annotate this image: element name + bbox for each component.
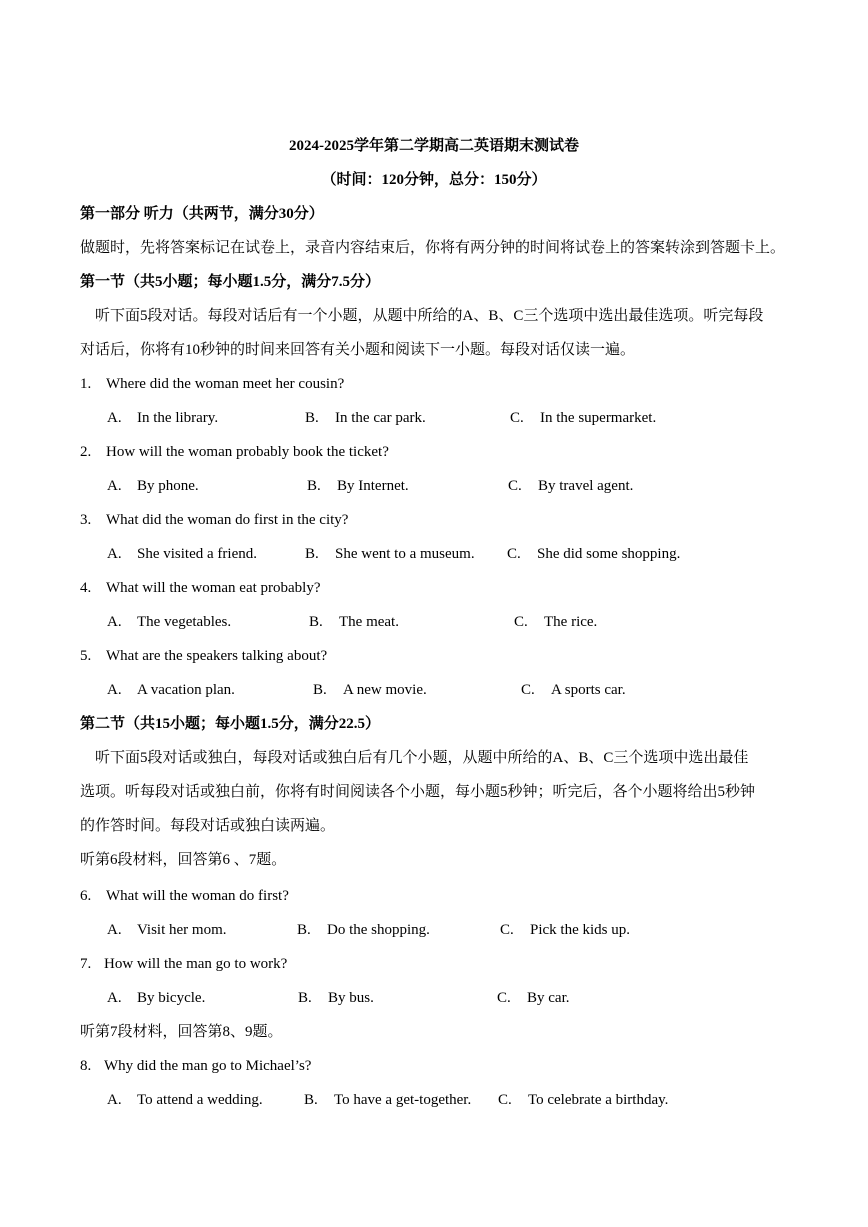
option-3a[interactable] xyxy=(107,544,257,564)
option-letter: C. xyxy=(514,614,528,630)
option-text: By bus. xyxy=(328,990,374,1006)
option-5c[interactable] xyxy=(521,680,626,700)
question-number: 7. xyxy=(80,956,92,972)
option-7c[interactable] xyxy=(497,988,570,1008)
material-6-note: 听第6段材料，回答第6 、7题。 xyxy=(80,852,287,868)
question-2 xyxy=(80,442,389,462)
option-letter: A. xyxy=(107,990,122,1006)
option-letter: B. xyxy=(304,1092,318,1108)
option-text: The meat. xyxy=(339,614,399,630)
option-text: The rice. xyxy=(544,614,598,630)
part1-instruction: 做题时，先将答案标记在试卷上，录音内容结束后，你将有两分钟的时间将试卷上的答案转涂到答题卡上。 xyxy=(80,240,786,256)
option-text: By travel agent. xyxy=(538,478,634,494)
question-text: What will the woman eat probably? xyxy=(106,580,321,596)
option-letter: A. xyxy=(107,922,122,938)
option-5b[interactable] xyxy=(313,680,427,700)
section1-intro-line2: 对话后，你将有10秒钟的时间来回答有关小题和阅读下一小题。每段对话仅读一遍。 xyxy=(80,342,636,358)
option-letter: A. xyxy=(107,478,122,494)
option-text: By phone. xyxy=(137,478,199,494)
option-text: She visited a friend. xyxy=(137,546,257,562)
option-7a[interactable] xyxy=(107,988,205,1008)
question-text: What will the woman do first? xyxy=(106,888,289,904)
option-6b[interactable] xyxy=(297,920,430,940)
option-text: By Internet. xyxy=(337,478,409,494)
question-number: 2. xyxy=(80,444,92,460)
option-text: In the car park. xyxy=(335,410,426,426)
section2-intro-line3: 的作答时间。每段对话或独白读两遍。 xyxy=(80,818,336,834)
option-letter: C. xyxy=(498,1092,512,1108)
material-7-note: 听第7段材料，回答第8、9题。 xyxy=(80,1024,283,1040)
option-text: To have a get-together. xyxy=(334,1092,472,1108)
option-letter: B. xyxy=(298,990,312,1006)
question-text: Where did the woman meet her cousin? xyxy=(106,376,345,392)
option-6a[interactable] xyxy=(107,920,227,940)
option-1c[interactable] xyxy=(510,408,656,428)
option-7b[interactable] xyxy=(298,988,374,1008)
section2-heading: 第二节（共15小题；每小题1.5分，满分22.5） xyxy=(80,716,381,732)
option-3b[interactable] xyxy=(305,544,475,564)
question-text: Why did the man go to Michael’s? xyxy=(104,1058,312,1074)
question-number: 3. xyxy=(80,512,92,528)
section2-intro-line1: 听下面5段对话或独白，每段对话或独白后有几个小题，从题中所给的A、B、C三个选项中选出最佳 xyxy=(95,750,749,766)
section1-intro-line1: 听下面5段对话。每段对话后有一个小题，从题中所给的A、B、C三个选项中选出最佳选项。听完每段 xyxy=(95,308,764,324)
question-number: 4. xyxy=(80,580,92,596)
option-8a[interactable] xyxy=(107,1090,263,1110)
option-letter: C. xyxy=(507,546,521,562)
option-letter: B. xyxy=(305,410,319,426)
option-1b[interactable] xyxy=(305,408,426,428)
option-4a[interactable] xyxy=(107,612,231,632)
option-letter: A. xyxy=(107,546,122,562)
option-letter: C. xyxy=(510,410,524,426)
question-8 xyxy=(80,1056,311,1076)
option-2c[interactable] xyxy=(508,476,633,496)
option-letter: C. xyxy=(497,990,511,1006)
option-text: To celebrate a birthday. xyxy=(528,1092,669,1108)
option-text: In the library. xyxy=(137,410,219,426)
question-5 xyxy=(80,646,327,666)
option-5a[interactable] xyxy=(107,680,235,700)
part1-heading: 第一部分 听力（共两节，满分30分） xyxy=(80,206,324,222)
question-text: How will the woman probably book the ticket? xyxy=(106,444,389,460)
option-text: She went to a museum. xyxy=(335,546,475,562)
option-2b[interactable] xyxy=(307,476,409,496)
option-letter: C. xyxy=(508,478,522,494)
option-letter: B. xyxy=(297,922,311,938)
question-4 xyxy=(80,578,321,598)
option-text: In the supermarket. xyxy=(540,410,657,426)
option-4b[interactable] xyxy=(309,612,399,632)
option-text: Visit her mom. xyxy=(137,922,227,938)
exam-subtitle: （时间：120分钟，总分：150分） xyxy=(321,172,547,188)
option-1a[interactable] xyxy=(107,408,218,428)
question-7 xyxy=(80,954,287,974)
option-text: A sports car. xyxy=(551,682,626,698)
option-4c[interactable] xyxy=(514,612,597,632)
question-3 xyxy=(80,510,348,530)
option-3c[interactable] xyxy=(507,544,680,564)
question-1 xyxy=(80,374,344,394)
exam-title: 2024-2025学年第二学期高二英语期末测试卷 xyxy=(289,138,579,154)
option-text: By car. xyxy=(527,990,570,1006)
option-text: Do the shopping. xyxy=(327,922,430,938)
question-text: What did the woman do first in the city? xyxy=(106,512,349,528)
section1-heading: 第一节（共5小题；每小题1.5分，满分7.5分） xyxy=(80,274,381,290)
question-number: 8. xyxy=(80,1058,92,1074)
option-8b[interactable] xyxy=(304,1090,471,1110)
option-letter: A. xyxy=(107,1092,122,1108)
question-number: 6. xyxy=(80,888,92,904)
question-text: What are the speakers talking about? xyxy=(106,648,328,664)
option-text: By bicycle. xyxy=(137,990,206,1006)
section2-intro-line2: 选项。听每段对话或独白前，你将有时间阅读各个小题，每小题5秒钟；听完后，各个小题将给出5秒钟 xyxy=(80,784,756,800)
option-8c[interactable] xyxy=(498,1090,668,1110)
option-letter: A. xyxy=(107,614,122,630)
option-text: She did some shopping. xyxy=(537,546,681,562)
option-letter: B. xyxy=(305,546,319,562)
option-letter: B. xyxy=(313,682,327,698)
option-text: Pick the kids up. xyxy=(530,922,630,938)
option-text: A vacation plan. xyxy=(137,682,235,698)
option-6c[interactable] xyxy=(500,920,630,940)
option-text: To attend a wedding. xyxy=(137,1092,263,1108)
option-letter: A. xyxy=(107,410,122,426)
option-letter: A. xyxy=(107,682,122,698)
option-text: The vegetables. xyxy=(137,614,232,630)
question-number: 1. xyxy=(80,376,92,392)
option-2a[interactable] xyxy=(107,476,199,496)
option-letter: C. xyxy=(521,682,535,698)
option-letter: B. xyxy=(309,614,323,630)
question-text: How will the man go to work? xyxy=(104,956,288,972)
question-6 xyxy=(80,886,289,906)
option-text: A new movie. xyxy=(343,682,427,698)
question-number: 5. xyxy=(80,648,92,664)
option-letter: C. xyxy=(500,922,514,938)
option-letter: B. xyxy=(307,478,321,494)
